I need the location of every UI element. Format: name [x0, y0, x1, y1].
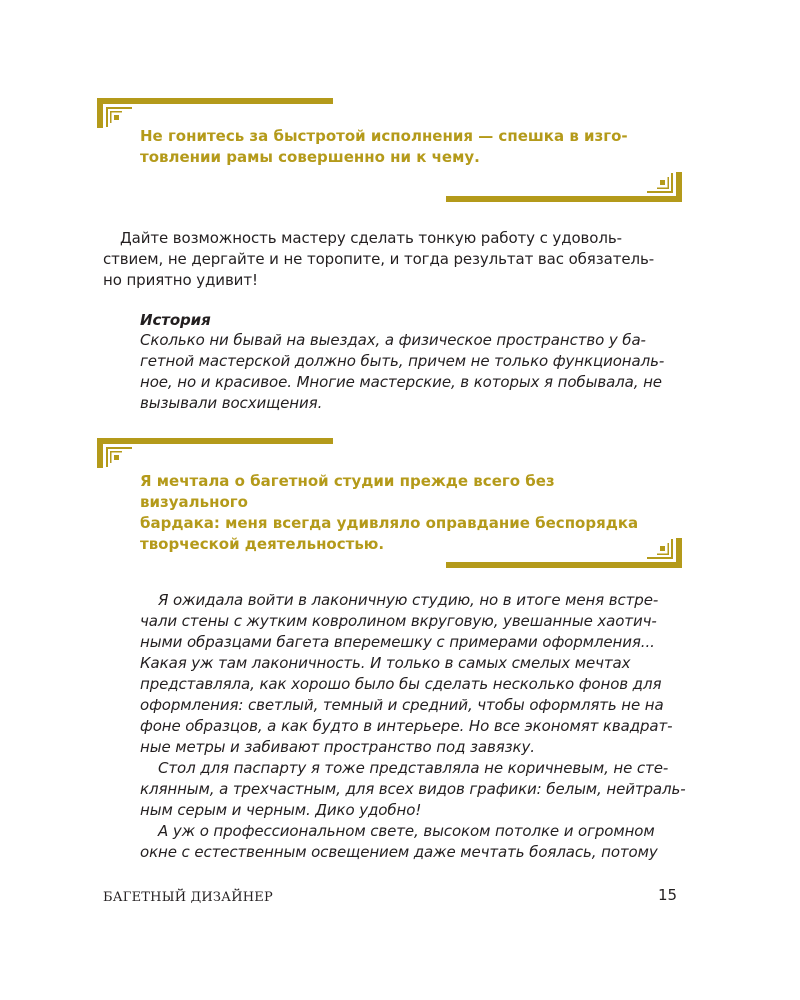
frame-corner-bottom-right-icon — [442, 172, 682, 202]
narrative-line: чали стены с жутким ковролином вкруговую, увешанные хаотич- — [140, 612, 657, 630]
story-heading: История — [140, 311, 211, 329]
story-line: ное, но и красивое. Многие мастерские, в которых я побывала, не — [140, 373, 662, 391]
paragraph-line: но приятно удивит! — [103, 271, 258, 289]
callout-line: Я мечтала о багетной студии прежде всего без визуального — [140, 472, 555, 511]
callout-quote-1 — [97, 98, 682, 198]
callout-line: товлении рамы совершенно ни к чему. — [140, 148, 480, 166]
narrative-line: Стол для паспарту я тоже представляла не коричневым, не сте- — [158, 759, 669, 777]
story-line: гетной мастерской должно быть, причем не только функциональ- — [140, 352, 665, 370]
narrative-line: представляла, как хорошо было бы сделать несколько фонов для — [140, 675, 662, 693]
paragraph-line: Дайте возможность мастеру сделать тонкую работу с удоволь- — [120, 229, 622, 247]
callout-line: Не гонитесь за быстротой исполнения — спешка в изго- — [140, 127, 628, 145]
narrative-line: Я ожидала войти в лаконичную студию, но в итоге меня встре- — [158, 591, 659, 609]
page-number: 15 — [658, 886, 678, 904]
paragraph-line: ствием, не дергайте и не торопите, и тогда результат вас обязатель- — [103, 250, 655, 268]
narrative-line: фоне образцов, а как будто в интерьере. Но все экономят квадрат- — [140, 717, 673, 735]
narrative-line: ные метры и забивают пространство под завязку. — [140, 738, 535, 756]
narrative-line: оформления: светлый, темный и средний, чтобы оформлять не на — [140, 696, 664, 714]
callout-quote-2 — [97, 438, 682, 568]
frame-corner-top-left-icon — [97, 438, 337, 468]
story-line: Сколько ни бывай на выездах, а физическое пространство у ба- — [140, 331, 646, 349]
story-line: вызывали восхищения. — [140, 394, 323, 412]
callout-text — [140, 126, 660, 168]
frame-corner-bottom-right-icon — [442, 538, 682, 568]
narrative-line: ным серым и черным. Дико удобно! — [140, 801, 422, 819]
narrative-line: клянным, а трехчастным, для всех видов графики: белым, нейтраль- — [140, 780, 686, 798]
narrative-line: окне с естественным освещением даже мечтать боялась, потому — [140, 843, 658, 861]
narrative-line: Какая уж там лаконичность. И только в самых смелых мечтах — [140, 654, 631, 672]
narrative-line: ными образцами багета вперемешку с примерами оформления... — [140, 633, 655, 651]
frame-corner-top-left-icon — [97, 98, 337, 128]
narrative-line: А уж о профессиональном свете, высоком потолке и огромном — [158, 822, 655, 840]
callout-line: творческой деятельностью. — [140, 535, 385, 553]
running-footer-title: БАГЕТНЫЙ ДИЗАЙНЕР — [103, 890, 273, 905]
callout-line: бардака: меня всегда удивляло оправдание беспорядка — [140, 514, 639, 532]
